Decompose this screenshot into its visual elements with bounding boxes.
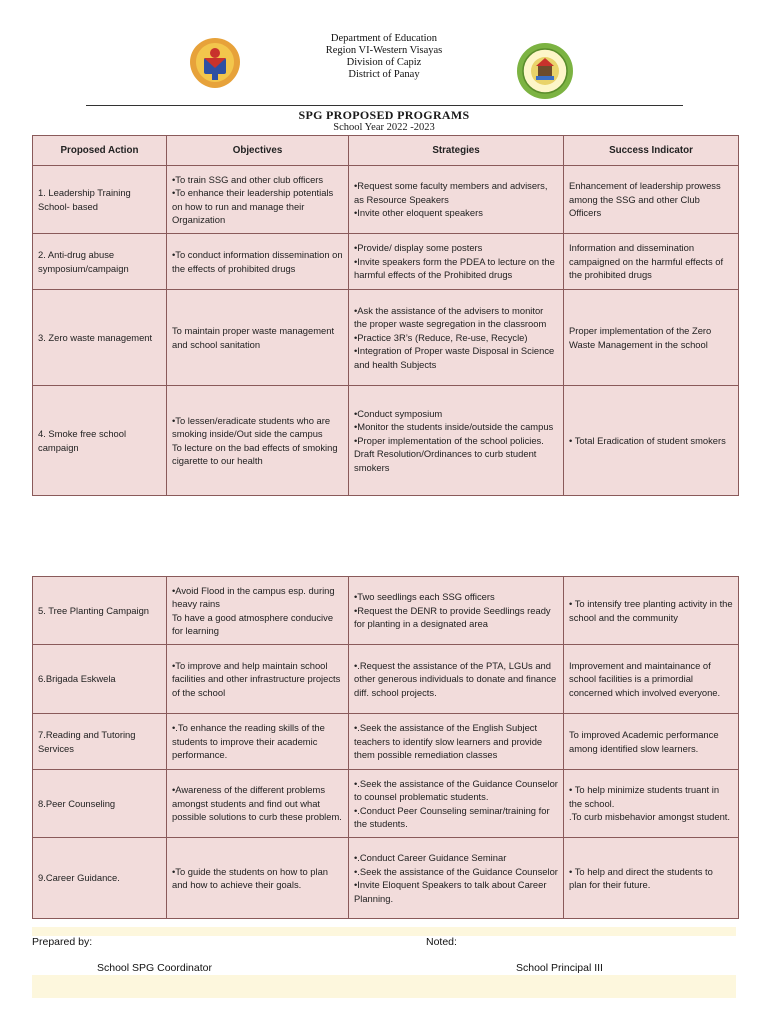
action-cell: 3. Zero waste management — [33, 290, 167, 386]
cell-line: Draft Resolution/Ordinances to curb student smokers — [354, 448, 537, 473]
header-success-indicator: Success Indicator — [564, 136, 739, 166]
cell-line: • To help and direct the students to plan for their future. — [569, 865, 713, 890]
school-seal-icon — [516, 42, 574, 100]
letterhead-line: Department of Education — [330, 33, 438, 44]
action-cell: 4. Smoke free school campaign — [33, 386, 167, 496]
strategies-cell — [349, 714, 564, 770]
table-row — [33, 714, 739, 770]
cell-line: To maintain proper waste management and school sanitation — [172, 325, 335, 350]
objectives-cell — [167, 290, 349, 386]
action-cell: 9.Career Guidance. — [33, 838, 167, 919]
objectives-cell — [167, 770, 349, 838]
letterhead — [0, 28, 768, 108]
strategies-cell — [349, 838, 564, 919]
indicator-cell — [564, 714, 739, 770]
action-cell: 7.Reading and Tutoring Services — [33, 714, 167, 770]
indicator-cell — [564, 290, 739, 386]
cell-line: •Conduct symposium — [354, 407, 443, 419]
cell-line: •Provide/ display some posters — [354, 242, 483, 254]
strategies-cell — [349, 386, 564, 496]
objectives-cell — [167, 714, 349, 770]
cell-line: •Two seedlings each SSG officers — [354, 591, 495, 603]
noted-label: Noted: — [426, 936, 457, 948]
cell-line: Enhancement of leadership prowess among the SSG and other Club Officers — [569, 180, 721, 219]
header-strategies: Strategies — [349, 136, 564, 166]
cell-line: •Invite Eloquent Speakers to talk about Career Planning. — [354, 879, 547, 904]
prepared-by-label: Prepared by: — [32, 936, 93, 948]
cell-line: •Integration of Proper waste Disposal in Science and health Subjects — [354, 345, 555, 370]
cell-line: •Practice 3R’s (Reduce, Re-use, Recycle) — [354, 331, 528, 343]
cell-line: To have a good atmosphere conducive for learning — [172, 611, 334, 636]
cell-line: •Monitor the students inside/outside the campus — [354, 421, 554, 433]
strategies-cell — [349, 645, 564, 714]
cell-line: To improved Academic performance among identified slow learners. — [569, 729, 719, 754]
action-cell: 6.Brigada Eskwela — [33, 645, 167, 714]
cell-line: •To conduct information dissemination on the effects of prohibited drugs — [172, 249, 343, 274]
cell-line: •.Request the assistance of the PTA, LGUs and other generous individuals to donate and finance diff. school projects. — [354, 659, 557, 698]
table-row — [33, 577, 739, 645]
programs-table-continued — [32, 576, 739, 919]
programs-table — [32, 135, 739, 496]
objectives-cell — [167, 386, 349, 496]
letterhead-line: Region VI-Western Visayas — [325, 45, 443, 56]
cell-line: Proper implementation of the Zero Waste Management in the school — [569, 325, 712, 350]
prepared-role: School SPG Coordinator — [97, 962, 212, 974]
header-proposed-action: Proposed Action — [33, 136, 167, 166]
indicator-cell — [564, 770, 739, 838]
action-cell: 8.Peer Counseling — [33, 770, 167, 838]
cell-line: •.Conduct Career Guidance Seminar — [354, 852, 507, 863]
table-header-row — [33, 136, 739, 166]
cell-line: •To guide the students on how to plan and how to achieve their goals. — [172, 865, 328, 890]
noted-role: School Principal III — [516, 962, 603, 974]
cell-line: •Ask the assistance of the advisers to monitor the proper waste segregation in the classroom — [354, 304, 547, 330]
cell-line: •Request some faculty members and advisers, as Resource Speakers — [354, 180, 548, 205]
letterhead-line: District of Panay — [348, 69, 420, 80]
letterhead-text — [234, 33, 534, 81]
action-cell: 5. Tree Planting Campaign — [33, 577, 167, 645]
cell-line: •To enhance their leadership potentials on how to run and manage their Organization — [172, 187, 334, 225]
cell-line: •Request the DENR to provide Seedlings ready for planting in a designated area — [354, 604, 551, 630]
objectives-cell — [167, 645, 349, 714]
page-title: SPG PROPOSED PROGRAMS — [298, 108, 470, 122]
table-row — [33, 290, 739, 386]
indicator-cell — [564, 577, 739, 645]
table-row — [33, 386, 739, 496]
cell-line: •Invite other eloquent speakers — [354, 207, 483, 219]
cell-line: •Avoid Flood in the campus esp. during heavy rains — [172, 584, 335, 609]
cell-line: • Total Eradication of student smokers — [569, 434, 726, 446]
page-subtitle: School Year 2022 -2023 — [333, 122, 435, 133]
cell-line: To lecture on the bad effects of smoking cigarette to our health — [172, 441, 338, 466]
cell-line: •To improve and help maintain school facilities and other infrastructure projects of the school — [172, 659, 341, 698]
strategies-cell — [349, 166, 564, 234]
cell-line: •Proper implementation of the school policies. — [354, 434, 544, 446]
indicator-cell — [564, 386, 739, 496]
objectives-cell — [167, 234, 349, 290]
cell-line: .To curb misbehavior amongst student. — [569, 811, 731, 823]
cell-line: •To train SSG and other club officers — [172, 173, 324, 185]
cell-line: •.To enhance the reading skills of the students to improve their academic performance. — [172, 722, 325, 761]
table-row — [33, 166, 739, 234]
strategies-cell — [349, 577, 564, 645]
action-cell: 2. Anti-drug abuse symposium/campaign — [33, 234, 167, 290]
table-row — [33, 234, 739, 290]
cell-line: •.Conduct Peer Counseling seminar/training for the students. — [354, 804, 550, 829]
strategies-cell — [349, 234, 564, 290]
cell-line: •.Seek the assistance of the English Subject teachers to identify slow learners and provide them possible remediation classes — [354, 722, 543, 761]
indicator-cell — [564, 838, 739, 919]
action-cell: 1. Leadership Training School- based — [33, 166, 167, 234]
indicator-cell — [564, 645, 739, 714]
strategies-cell — [349, 290, 564, 386]
cell-line: •Invite speakers form the PDEA to lecture on the harmful effects of the Prohibited drugs — [354, 255, 555, 281]
letterhead-line: Division of Capiz — [346, 57, 422, 68]
cell-line: •To lessen/eradicate students who are smoking inside/Out side the campus — [172, 414, 331, 439]
cell-line: •.Seek the assistance of the Guidance Counselor to counsel problematic students. — [354, 777, 558, 802]
indicator-cell — [564, 234, 739, 290]
header-divider — [86, 105, 683, 106]
indicator-cell — [564, 166, 739, 234]
cell-line: Improvement and maintainance of school facilities is a primordial concerned which involved everyone. — [569, 659, 721, 698]
table-row — [33, 645, 739, 714]
cell-line: •.Seek the assistance of the Guidance Counselor — [354, 865, 558, 877]
table-row — [33, 770, 739, 838]
objectives-cell — [167, 166, 349, 234]
cell-line: Information and dissemination campaigned on the harmful effects of the prohibited drugs — [569, 242, 724, 281]
objectives-cell — [167, 838, 349, 919]
objectives-cell — [167, 577, 349, 645]
header-objectives: Objectives — [167, 136, 349, 166]
table-row — [33, 838, 739, 919]
cell-line: • To help minimize students truant in the school. — [569, 784, 720, 809]
cell-line: •Awareness of the different problems amongst students and find out what possible solutions to curb these problem. — [172, 784, 342, 823]
strategies-cell — [349, 770, 564, 838]
cell-line: • To intensify tree planting activity in the school and the community — [569, 598, 733, 623]
